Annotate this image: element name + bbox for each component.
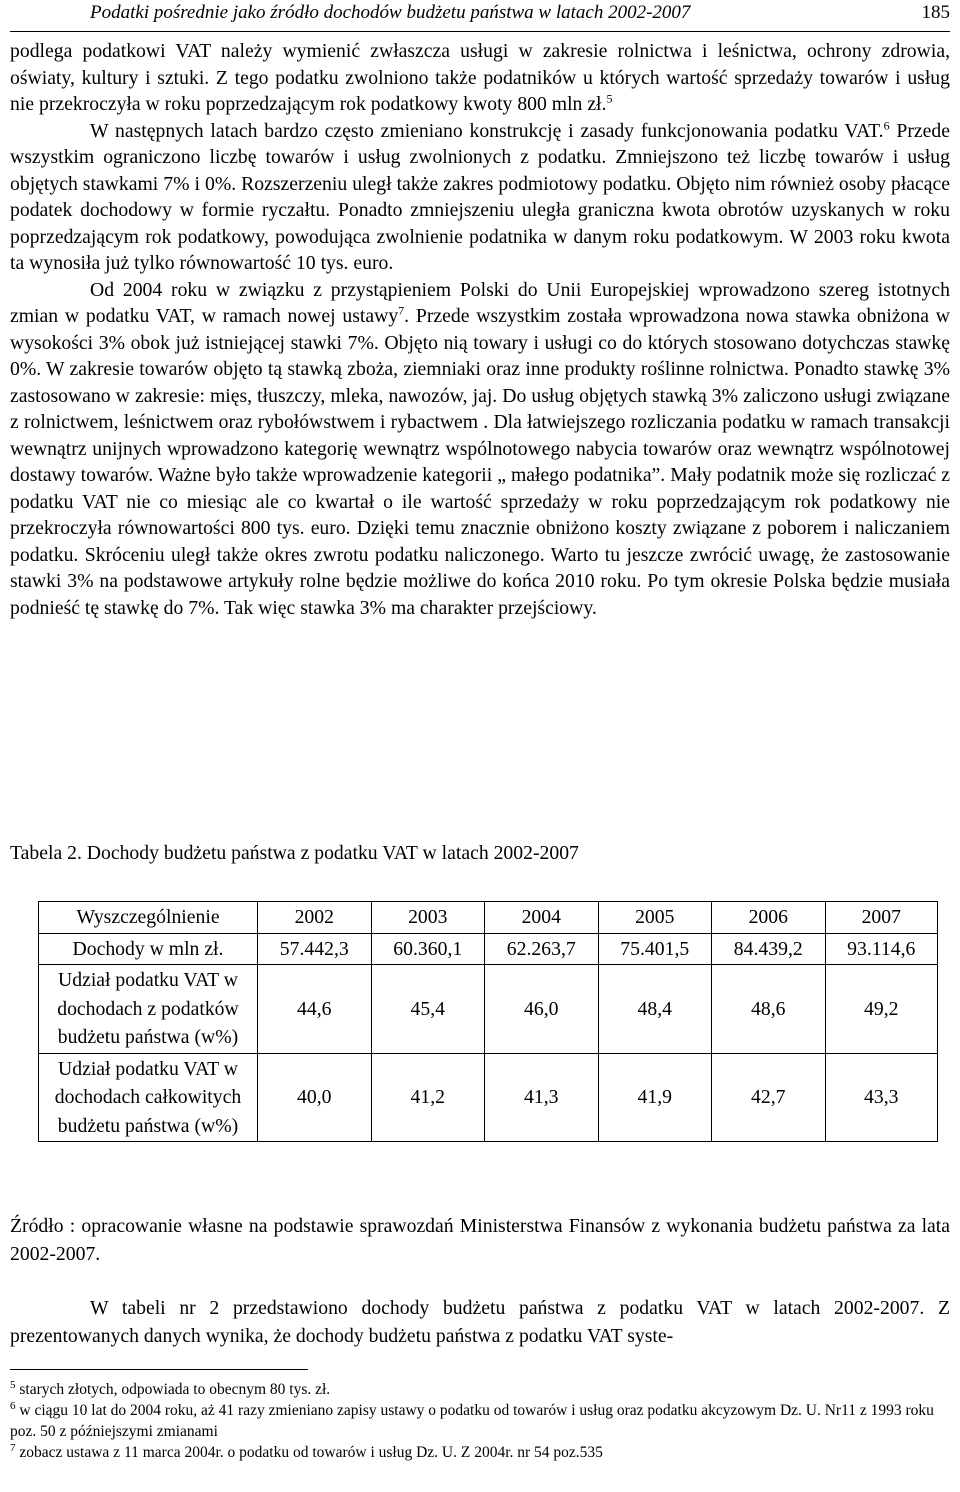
page-number: 185	[921, 2, 950, 23]
table-header-cell: 2003	[371, 902, 485, 934]
table-cell: 60.360,1	[371, 933, 485, 965]
paragraph-3: Od 2004 roku w związku z przystąpieniem Polski do Unii Europejskiej wprowadzono szereg istotnych zmian w podatku VAT, w ramach nowej ustawy$^7$. Przede wszystkim została wprowadzona nowa stawka obniżona w wysokości 3% obok już istniejącej stawki 7%. Objęto nią towary i usługi co do których stosowano dotychczas stawkę 0%. W zakresie towarów objęto tą stawką zboża, ziemniaki oraz inne produkty roślinne rolnictwa. Ponadto stawkę 3% zastosowano w zakresie: mięs, tłuszczy, mleka, nawozów, jaj. Do usług objętych stawką 3% zaliczono usługi związane z rolnictwem, leśnictwem oraz rybołówstwem i rybactwem . Dla łatwiejszego rozliczania podatku w ramach transakcji wewnątrz unijnych wprowadzono kategorię wewnątrz wspólnotowego nabycia towarów oraz wewnątrz wspólnotowej dostawy towarów. Ważne było także wprowadzenie kategorii „ małego podatnika”. Mały podatnik może się rozliczać z podatku VAT nie co miesiąc ale co kwartał o ile wartość sprzedaży w roku poprzedzającym rok podatkowy nie przekroczyła równowartości 800 tys. euro. Dzięki temu znacznie obniżono koszty związane z poborem i naliczaniem podatku. Skróceniu uległ także okres zwrotu podatku naliczonego. Warto tu jeszcze zwrócić uwagę, że zastosowanie stawki 3% na podstawowe artykuły rolne będzie możliwe do końca 2010 roku. Po tym okresie Polska będzie musiała podnieść tę stawkę do 7%. Tak więc stawka 3% ma charakter przejściowy.	[10, 278, 950, 619]
table-header-cell: 2007	[825, 902, 938, 934]
table-cell: 93.114,6	[825, 933, 938, 965]
footnote-7: $^7$ zobacz ustawa z 11 marca 2004r. o podatku od towarów i usług Dz. U. Z 2004r. nr 54 poz.535	[10, 1441, 603, 1461]
table-cell: 44,6	[258, 965, 372, 1054]
table-cell: 75.401,5	[598, 933, 712, 965]
table-cell: 48,4	[598, 965, 712, 1054]
table-cell: 43,3	[825, 1053, 938, 1142]
table-cell: 40,0	[258, 1053, 372, 1142]
table-row-label: Udział podatku VAT w dochodach całkowitych budżetu państwa (w%)	[39, 1053, 258, 1142]
table-caption: Tabela 2. Dochody budżetu państwa z podatku VAT w latach 2002-2007	[10, 842, 579, 864]
footnote-ref-7[interactable]: 7	[398, 303, 405, 318]
table-header-cell: 2002	[258, 902, 372, 934]
table-cell: 48,6	[712, 965, 826, 1054]
table-cell: 57.442,3	[258, 933, 372, 965]
closing-paragraph: W tabeli nr 2 przedstawiono dochody budżetu państwa z podatku VAT w latach 2002-2007. Z prezentowanych danych wynika, że dochody budżetu państwa z podatku VAT syste-	[10, 1297, 950, 1347]
table-row	[39, 1053, 938, 1142]
data-table	[38, 901, 938, 1142]
paragraph-2: W następnych latach bardzo często zmieniano konstrukcję i zasady funkcjonowania podatku VAT.$^6$ Przede wszystkim ograniczono liczbę towarów i usług zwolnionych z podatku. Zmniejszono też liczbę towarów i usług objętych stawkami 7% i 0%. Rozszerzeniu uległ także zakres podmiotowy podatku. Objęto nim również osoby płacące podatek dochodowy w formie ryczałtu. Ponadto zmniejszeniu uległa graniczna kwota obrotów uzyskanych w roku poprzedzającym rok podatkowy, powodująca zwolnienie podatnika w danym roku podatkowym. W 2003 roku kwota ta wynosiła już tylko równowartość 10 tys. euro.	[10, 117, 950, 274]
table-source-note: Źródło : opracowanie własne na podstawie sprawozdań Ministerstwa Finansów z wykonania budżetu państwa za lata 2002-2007.	[10, 1215, 950, 1265]
footnote-6: $^6$ w ciągu 10 lat do 2004 roku, aż 41 razy zmieniano zapisy ustawy o podatku od towarów i usług oraz podatku akcyzowym Dz. U. Nr11 z 1993 roku poz. 50 z późniejszymi zmianami	[10, 1399, 934, 1440]
table-row-label: Udział podatku VAT w dochodach z podatków budżetu państwa (w%)	[39, 965, 258, 1054]
table-cell: 41,9	[598, 1053, 712, 1142]
table-row	[39, 933, 938, 965]
table-cell: 49,2	[825, 965, 938, 1054]
running-header	[10, 0, 950, 32]
footnote-5: $^5$ starych złotych, odpowiada to obecnym 80 tys. zł.	[10, 1378, 331, 1398]
table-header-cell: 2004	[485, 902, 599, 934]
table-cell: 41,3	[485, 1053, 599, 1142]
table-row	[39, 965, 938, 1054]
table-header-cell: Wyszczególnienie	[39, 902, 258, 934]
table-cell: 62.263,7	[485, 933, 599, 965]
footnote-ref-5[interactable]: 5	[606, 91, 613, 106]
running-header-title: Podatki pośrednie jako źródło dochodów budżetu państwa w latach 2002-2007	[90, 2, 691, 23]
table-cell: 46,0	[485, 965, 599, 1054]
table-cell: 45,4	[371, 965, 485, 1054]
footnotes	[10, 1379, 950, 1463]
table-header-row	[39, 902, 938, 934]
table-header-cell: 2005	[598, 902, 712, 934]
body-text	[10, 38, 950, 621]
footnote-separator	[10, 1369, 308, 1370]
paragraph-1: podlega podatkowi VAT należy wymienić zwłaszcza usługi w zakresie rolnictwa i leśnictwa, ochrony zdrowia, oświaty, kultury i sztuki. Z tego podatku zwolniono także podatników u których wartość sprzedaży towarów i usług nie przekroczyła w roku poprzedzającym rok podatkowy kwoty 800 mln zł.$^5$	[10, 40, 950, 115]
table-header-cell: 2006	[712, 902, 826, 934]
table-cell: 41,2	[371, 1053, 485, 1142]
table-cell: 84.439,2	[712, 933, 826, 965]
table-cell: 42,7	[712, 1053, 826, 1142]
table-row-label: Dochody w mln zł.	[39, 933, 258, 965]
footnote-ref-6[interactable]: 6	[883, 117, 890, 132]
